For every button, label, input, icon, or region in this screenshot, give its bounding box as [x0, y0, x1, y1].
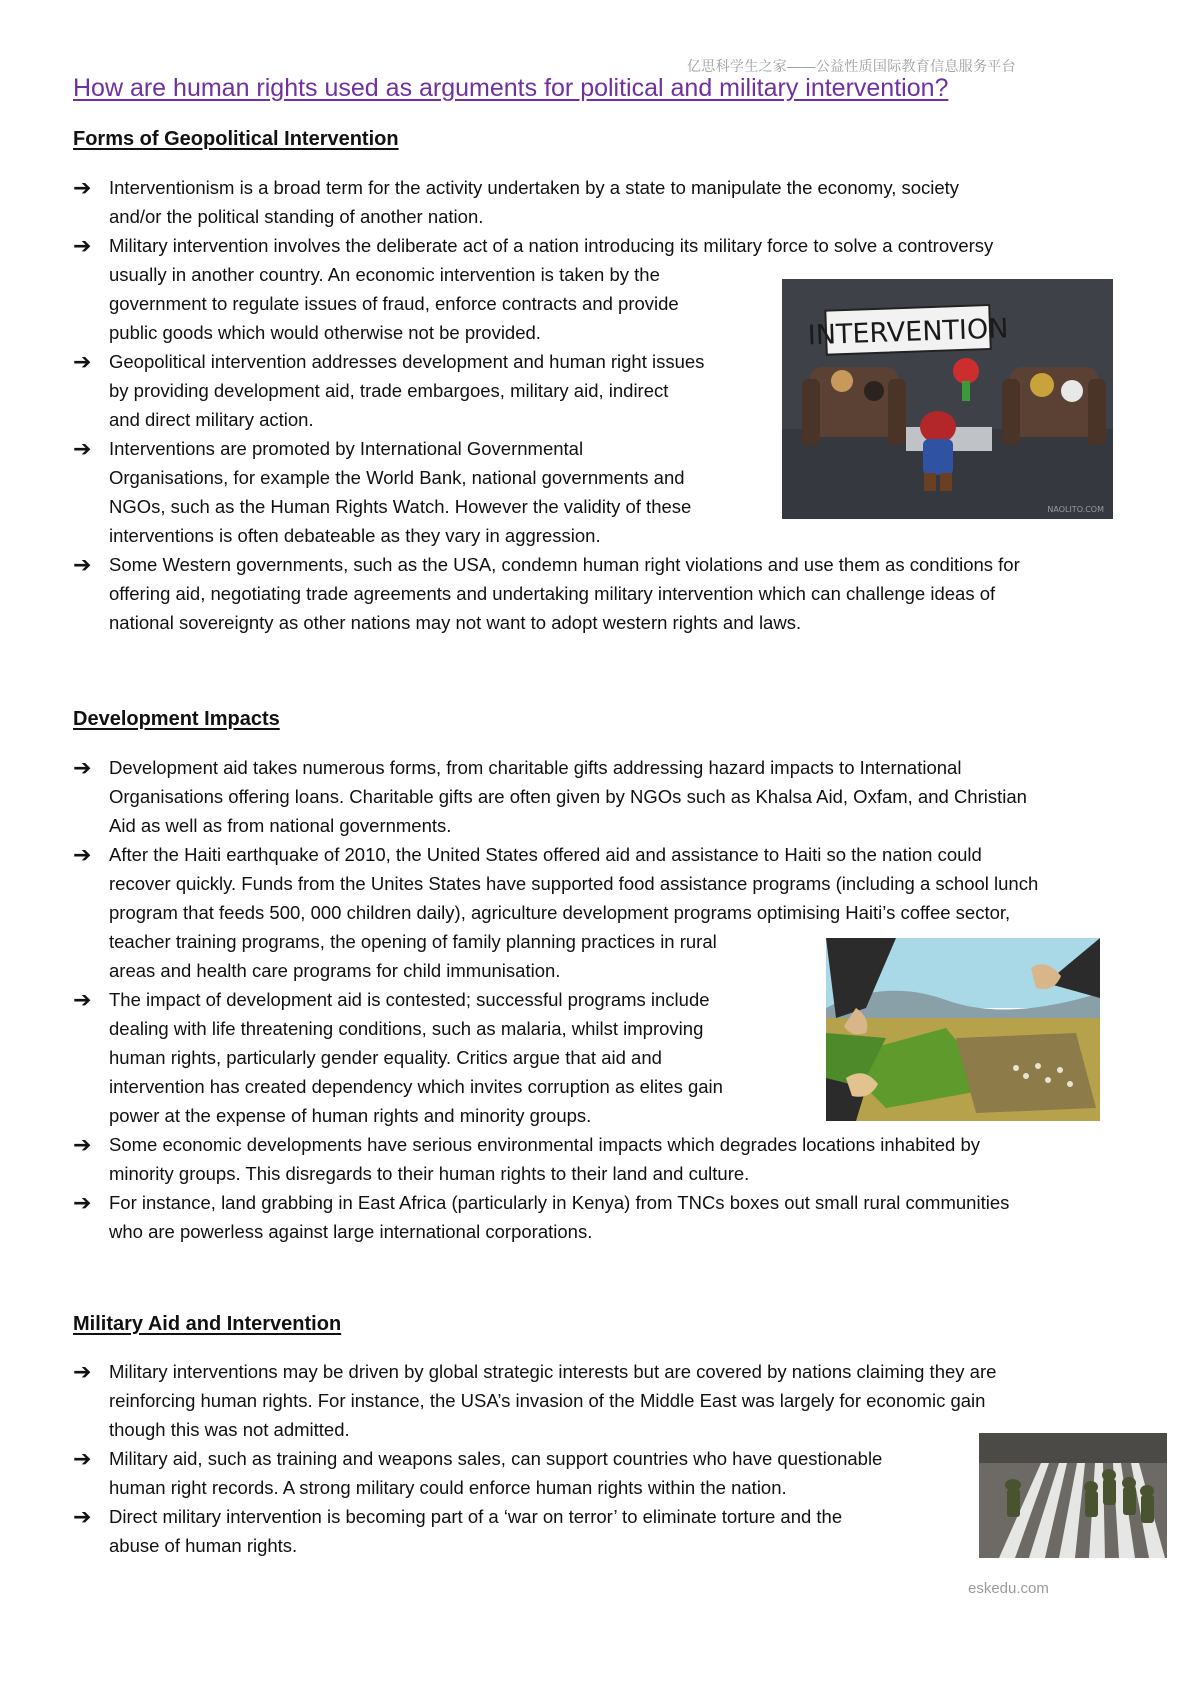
- banner-text: INTERVENTION: [807, 313, 1009, 352]
- bullet-line: NGOs, such as the Human Rights Watch. However the validity of these: [109, 496, 692, 517]
- arrow-icon: ➔: [73, 1504, 92, 1529]
- bullet-line: program that feeds 500, 000 children daily), agriculture development programs optimising Haiti’s coffee sector,: [109, 902, 1011, 923]
- intervention-cartoon-image: [782, 279, 1113, 519]
- page-title[interactable]: How are human rights used as arguments for political and military intervention?: [73, 74, 949, 102]
- bullet-line: Some economic developments have serious environmental impacts which degrades locations inhabited by: [109, 1134, 981, 1155]
- list-item: [73, 1130, 980, 1188]
- bullet-line: After the Haiti earthquake of 2010, the United States offered aid and assistance to Haiti so the nation could: [109, 844, 982, 865]
- bullet-line: interventions is often debateable as they vary in aggression.: [109, 525, 601, 546]
- bullet-line: Development aid takes numerous forms, from charitable gifts addressing hazard impacts to International: [109, 757, 962, 778]
- bullet-line: national sovereignty as other nations may not want to adopt western rights and laws.: [109, 612, 802, 633]
- list-item: [73, 985, 723, 1130]
- list-item: [73, 347, 704, 434]
- section-heading-development: Development Impacts: [73, 708, 280, 730]
- arrow-icon: ➔: [73, 552, 92, 577]
- bullet-line: by providing development aid, trade embargoes, military aid, indirect: [109, 380, 669, 401]
- bullet-line: though this was not admitted.: [109, 1419, 350, 1440]
- bullet-line: areas and health care programs for child immunisation.: [109, 960, 561, 981]
- arrow-icon: ➔: [73, 1132, 92, 1157]
- list-item: [73, 550, 1020, 637]
- list-item: [73, 753, 1027, 840]
- bullet-line: and/or the political standing of another nation.: [109, 206, 484, 227]
- list-item: [73, 434, 691, 550]
- bullet-line: teacher training programs, the opening of family planning practices in rural: [109, 931, 717, 952]
- bullet-line: Aid as well as from national governments.: [109, 815, 452, 836]
- bullet-line: Organisations offering loans. Charitable gifts are often given by NGOs such as Khalsa Aid, Oxfam, and Christian: [109, 786, 1027, 807]
- bullet-line: and direct military action.: [109, 409, 314, 430]
- bullet-line: public goods which would otherwise not be provided.: [109, 322, 541, 343]
- list-item: [73, 1357, 996, 1444]
- bullet-line: usually in another country. An economic intervention is taken by the: [109, 264, 660, 285]
- bullet-line: reinforcing human rights. For instance, the USA’s invasion of the Middle East was largely for economic gain: [109, 1390, 986, 1411]
- section-heading-military: Military Aid and Intervention: [73, 1313, 342, 1335]
- watermark-top: 亿思科学生之家——公益性质国际教育信息服务平台: [687, 58, 1016, 74]
- bullet-line: For instance, land grabbing in East Africa (particularly in Kenya) from TNCs boxes out small rural communities: [109, 1192, 1010, 1213]
- bullet-line: Military aid, such as training and weapons sales, can support countries who have questionable: [109, 1448, 883, 1469]
- bullet-line: Organisations, for example the World Bank, national governments and: [109, 467, 685, 488]
- bullet-line: Interventions are promoted by International Governmental: [109, 438, 584, 459]
- arrow-icon: ➔: [73, 1446, 92, 1471]
- list-item: [73, 1502, 842, 1560]
- arrow-icon: ➔: [73, 1190, 92, 1215]
- section-heading-forms: Forms of Geopolitical Intervention: [73, 128, 399, 150]
- bullet-line: who are powerless against large international corporations.: [109, 1221, 593, 1242]
- bullet-line: dealing with life threatening conditions, such as malaria, whilst improving: [109, 1018, 704, 1039]
- bullet-line: power at the expense of human rights and minority groups.: [109, 1105, 592, 1126]
- list-item: [73, 1188, 1009, 1246]
- arrow-icon: ➔: [73, 1359, 92, 1384]
- bullet-line: intervention has created dependency which invites corruption as elites gain: [109, 1076, 723, 1097]
- bullet-line: government to regulate issues of fraud, enforce contracts and provide: [109, 293, 679, 314]
- bullet-line: The impact of development aid is contested; successful programs include: [109, 989, 710, 1010]
- bullet-line: Military intervention involves the deliberate act of a nation introducing its military force to solve a controversy: [109, 235, 994, 256]
- list-item: [73, 1444, 882, 1502]
- bullet-line: Some Western governments, such as the USA, condemn human right violations and use them as conditions for: [109, 554, 1020, 575]
- bullet-line: human right records. A strong military could enforce human rights within the nation.: [109, 1477, 787, 1498]
- list-item: [73, 173, 959, 231]
- bullet-line: recover quickly. Funds from the Unites States have supported food assistance programs (including a school lunch: [109, 873, 1039, 894]
- bullet-line: Interventionism is a broad term for the activity undertaken by a state to manipulate the economy, society: [109, 177, 960, 198]
- soldiers-photo: [979, 1433, 1167, 1558]
- arrow-icon: ➔: [73, 175, 92, 200]
- bullet-line: Direct military intervention is becoming part of a ‘war on terror’ to eliminate torture and the: [109, 1506, 843, 1527]
- arrow-icon: ➔: [73, 842, 92, 867]
- arrow-icon: ➔: [73, 233, 92, 258]
- bullet-line: Geopolitical intervention addresses development and human right issues: [109, 351, 705, 372]
- watermark-bottom: eskedu.com: [968, 1580, 1049, 1597]
- bullet-line: Military interventions may be driven by global strategic interests but are covered by nations claiming they are: [109, 1361, 997, 1382]
- image-credit: NAOLITO.COM: [1047, 505, 1104, 514]
- bullet-line: minority groups. This disregards to their human rights to their land and culture.: [109, 1163, 750, 1184]
- bullet-line: offering aid, negotiating trade agreements and undertaking military intervention which can challenge ideas of: [109, 583, 996, 604]
- arrow-icon: ➔: [73, 436, 92, 461]
- bullet-line: human rights, particularly gender equality. Critics argue that aid and: [109, 1047, 662, 1068]
- bullet-line: abuse of human rights.: [109, 1535, 298, 1556]
- land-grab-illustration: [826, 938, 1100, 1121]
- arrow-icon: ➔: [73, 987, 92, 1012]
- arrow-icon: ➔: [73, 349, 92, 374]
- arrow-icon: ➔: [73, 755, 92, 780]
